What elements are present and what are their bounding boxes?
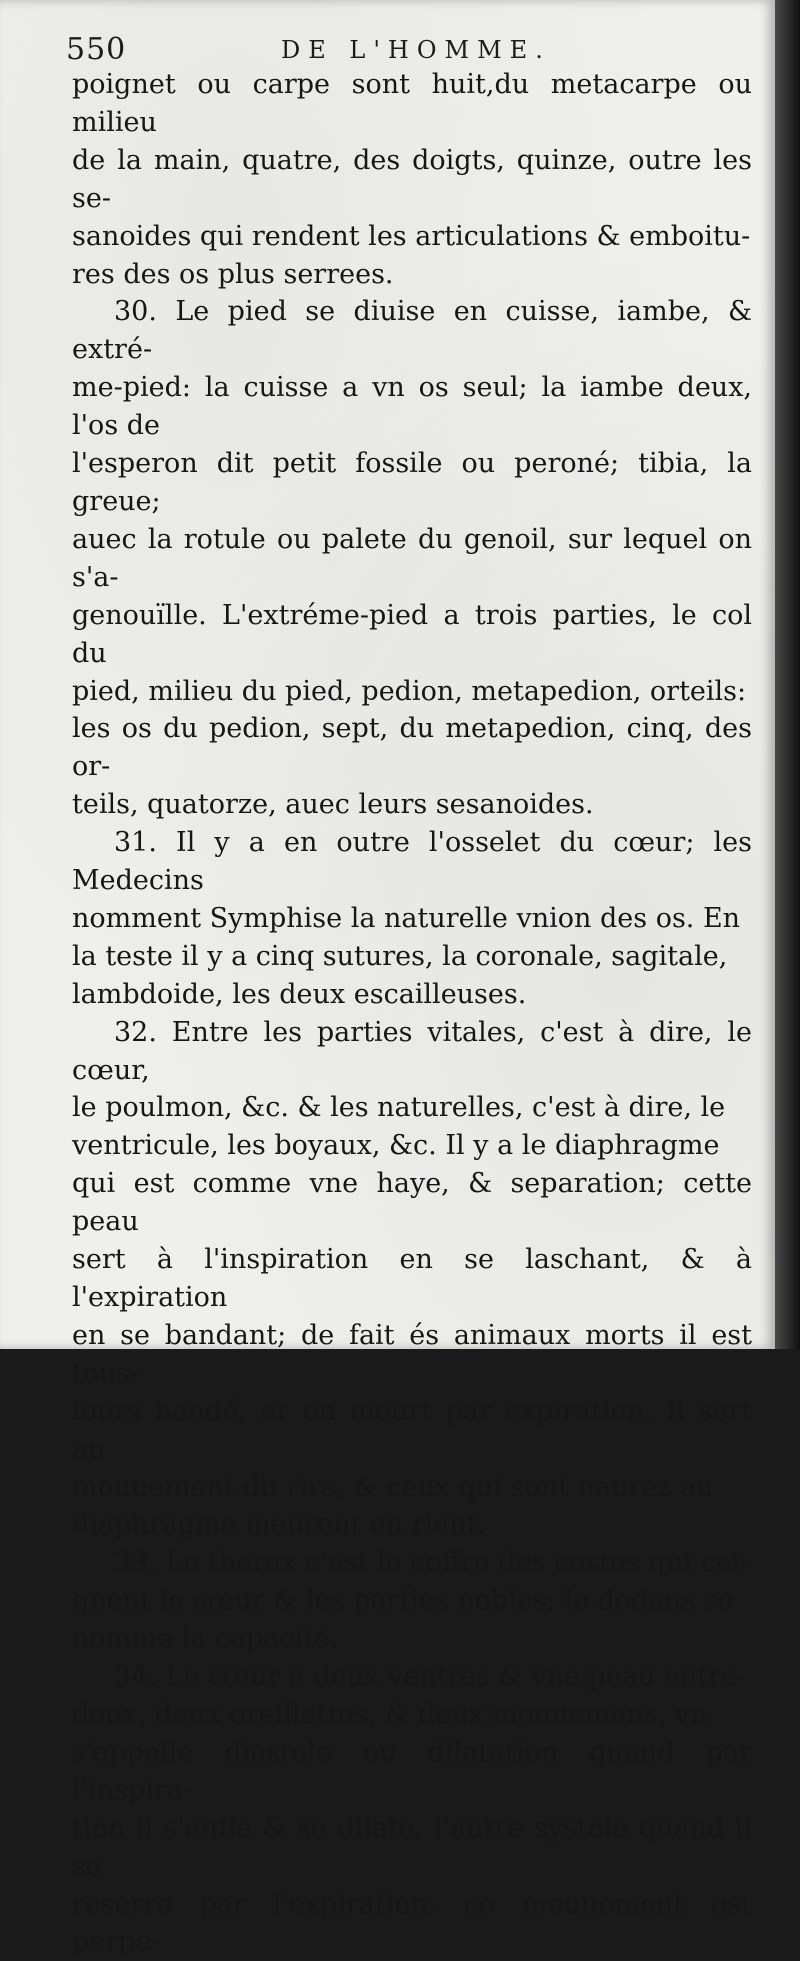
paragraph-33: 33. Le thorax c'est le coffre des costes qui cei- gnent le cœur & les parties nobles; le dedans se nomme la capacité. [72,1547,750,1655]
body-text [72,66,752,1961]
paragraph-32: 32. Entre les parties vitales, c'est à dire, le cœur, le poulmon, &c. & les naturelles, c'est à dire, le ventricule, les boyaux, &c. Il y a le diaphragme qui est comme vne haye, & separation; cette peau sert à l'inspiration en se laschant, & à l'expiration en se bandant; de fait és animaux morts il est tous- iours bandé, or on meurt par expiration. Il sert au mouuement du rire, & ceux qui sont naurez au diaphragme meurent en riant. [72,1016,752,1541]
running-head-title: DE L'HOMME. [281,36,551,64]
page-number: 550 [66,32,127,67]
paragraph-30: 30. Le pied se diuise en cuisse, iambe, & extré- me-pied: la cuisse a vn os seul; la iambe deux, l'os de l'esperon dit petit fossile ou peroné; tibia, la greue; auec la rotule ou palete du genoil, sur lequel on s'a- genouïlle. L'extréme-pied a trois parties, le col du pied, milieu du pied, pedion, metapedion, orteils: les os du pedion, sept, du metapedion, cinq, des or- teils, quatorze, auec leurs sesanoides. [72,296,752,821]
paragraph-31: 31. Il y a en outre l'osselet du cœur; les Medecins nomment Symphise la naturelle vnion des os. En la teste il y a cinq sutures, la coronale, sagitale, lambdoide, les deux escailleuses. [72,827,752,1010]
page-edge-shadow [775,0,800,1349]
paragraph-continuation: poignet ou carpe sont huit,du metacarpe ou milieu de la main, quatre, des doigts, quinze, outre les se- sanoides qui rendent les articulations & emboitu- res des os plus serrees. [72,69,752,290]
paragraph-34: 34. Le cœur a deux ventres & vne peau entre- deux, deux oreillettes, & deux mouuemens, vn s'appelle diastole ou dilatation quand par l'inspira- tion il s'enfle & se dilate, l'autre systole quand il se reserre par l'expiration, ce mouuement est perpe- [72,1661,752,1958]
running-head [66,28,746,68]
